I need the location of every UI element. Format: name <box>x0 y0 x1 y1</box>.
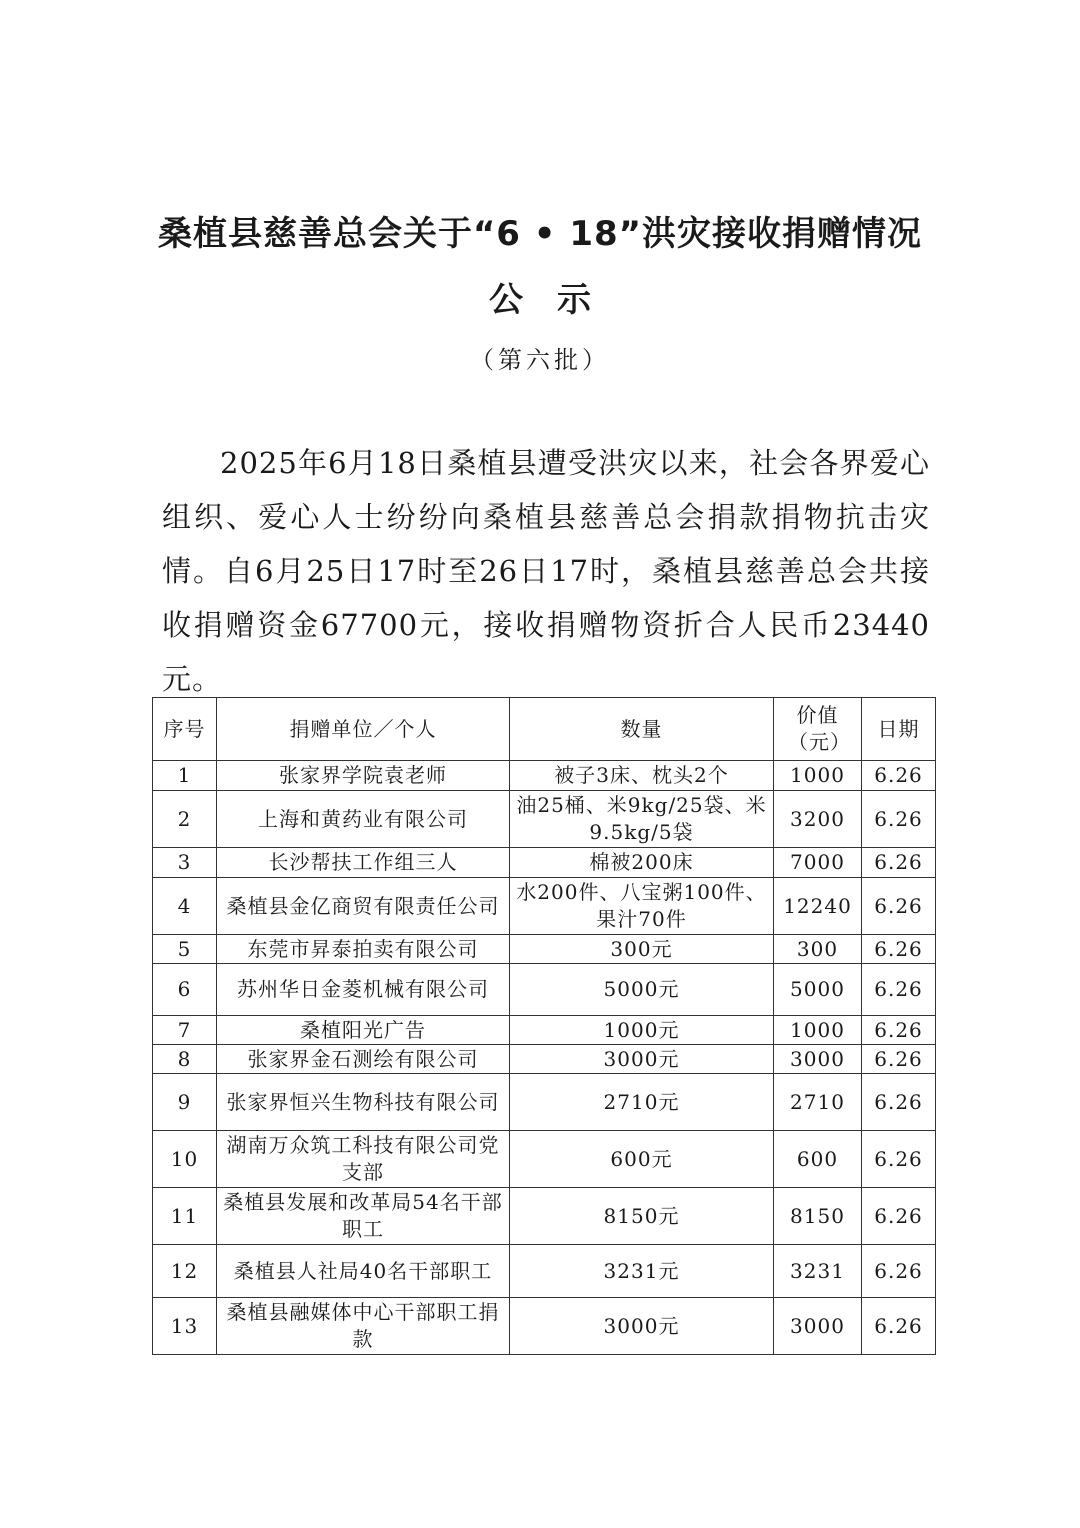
donation-value: 1000 <box>774 1016 862 1045</box>
donor-name: 长沙帮扶工作组三人 <box>217 848 510 878</box>
donor-name: 东莞市昇泰拍卖有限公司 <box>217 935 510 964</box>
donation-date: 6.26 <box>862 848 936 878</box>
table-header-row <box>153 698 936 761</box>
donation-quantity: 油25桶、米9kg/25袋、米9.5kg/5袋 <box>510 791 774 848</box>
donation-quantity: 3231元 <box>510 1245 774 1298</box>
donation-date: 6.26 <box>862 878 936 935</box>
donation-value: 3000 <box>774 1045 862 1074</box>
row-number: 6 <box>153 964 217 1016</box>
donation-quantity: 5000元 <box>510 964 774 1016</box>
header-date: 日期 <box>862 698 936 761</box>
header-quantity: 数量 <box>510 698 774 761</box>
donation-quantity: 3000元 <box>510 1298 774 1355</box>
donation-date: 6.26 <box>862 1298 936 1355</box>
header-donor: 捐赠单位／个人 <box>217 698 510 761</box>
donor-name: 桑植县金亿商贸有限责任公司 <box>217 878 510 935</box>
donation-date: 6.26 <box>862 1045 936 1074</box>
table-row <box>153 1016 936 1045</box>
donor-name: 张家界恒兴生物科技有限公司 <box>217 1074 510 1131</box>
donation-date: 6.26 <box>862 1074 936 1131</box>
donor-name: 张家界学院袁老师 <box>217 761 510 791</box>
donation-value: 3231 <box>774 1245 862 1298</box>
donation-date: 6.26 <box>862 791 936 848</box>
header-value: 价值（元） <box>774 698 862 761</box>
table-row <box>153 1298 936 1355</box>
table-row <box>153 1045 936 1074</box>
donation-value: 3200 <box>774 791 862 848</box>
donor-name: 上海和黄药业有限公司 <box>217 791 510 848</box>
table-body <box>153 761 936 1355</box>
donor-name: 桑植县融媒体中心干部职工捐款 <box>217 1298 510 1355</box>
donation-quantity: 被子3床、枕头2个 <box>510 761 774 791</box>
donor-name: 苏州华日金菱机械有限公司 <box>217 964 510 1016</box>
row-number: 13 <box>153 1298 217 1355</box>
donation-value: 7000 <box>774 848 862 878</box>
row-number: 8 <box>153 1045 217 1074</box>
donation-quantity: 600元 <box>510 1131 774 1188</box>
table-row <box>153 1188 936 1245</box>
donation-value: 5000 <box>774 964 862 1016</box>
row-number: 12 <box>153 1245 217 1298</box>
table-row <box>153 964 936 1016</box>
row-number: 4 <box>153 878 217 935</box>
donation-date: 6.26 <box>862 1016 936 1045</box>
table-row <box>153 1074 936 1131</box>
table-row <box>153 935 936 964</box>
donation-quantity: 1000元 <box>510 1016 774 1045</box>
donation-quantity: 300元 <box>510 935 774 964</box>
row-number: 9 <box>153 1074 217 1131</box>
table-row <box>153 848 936 878</box>
table-row <box>153 1131 936 1188</box>
page-title-notice: 公示 <box>489 280 625 320</box>
row-number: 7 <box>153 1016 217 1045</box>
row-number: 2 <box>153 791 217 848</box>
donor-name: 桑植县发展和改革局54名干部职工 <box>217 1188 510 1245</box>
intro-paragraph: 2025年6月18日桑植县遭受洪灾以来，社会各界爱心组织、爱心人士纷纷向桑植县慈善总会捐款捐物抗击灾情。自6月25日17时至26日17时，桑植县慈善总会共接收捐赠资金67700元，接收捐赠物资折合人民币23440元。 <box>162 446 930 696</box>
row-number: 11 <box>153 1188 217 1245</box>
page-title: 桑植县慈善总会关于“6 • 18”洪灾接收捐赠情况 <box>157 214 923 254</box>
donor-name: 桑植县人社局40名干部职工 <box>217 1245 510 1298</box>
table-row <box>153 878 936 935</box>
header-no: 序号 <box>153 698 217 761</box>
donation-date: 6.26 <box>862 1245 936 1298</box>
donation-value: 3000 <box>774 1298 862 1355</box>
batch-subtitle: （第六批） <box>470 346 610 374</box>
donation-value: 600 <box>774 1131 862 1188</box>
donation-value: 8150 <box>774 1188 862 1245</box>
row-number: 3 <box>153 848 217 878</box>
donation-value: 1000 <box>774 761 862 791</box>
donation-date: 6.26 <box>862 935 936 964</box>
donor-name: 湖南万众筑工科技有限公司党支部 <box>217 1131 510 1188</box>
row-number: 1 <box>153 761 217 791</box>
row-number: 5 <box>153 935 217 964</box>
donation-quantity: 水200件、八宝粥100件、果汁70件 <box>510 878 774 935</box>
donation-value: 300 <box>774 935 862 964</box>
donation-quantity: 3000元 <box>510 1045 774 1074</box>
table-row <box>153 1245 936 1298</box>
donor-name: 张家界金石测绘有限公司 <box>217 1045 510 1074</box>
donation-date: 6.26 <box>862 1188 936 1245</box>
donation-quantity: 8150元 <box>510 1188 774 1245</box>
table-row <box>153 761 936 791</box>
donation-date: 6.26 <box>862 964 936 1016</box>
donor-name: 桑植阳光广告 <box>217 1016 510 1045</box>
donation-quantity: 棉被200床 <box>510 848 774 878</box>
row-number: 10 <box>153 1131 217 1188</box>
donation-quantity: 2710元 <box>510 1074 774 1131</box>
donation-date: 6.26 <box>862 761 936 791</box>
donation-value: 12240 <box>774 878 862 935</box>
donation-value: 2710 <box>774 1074 862 1131</box>
donation-table <box>152 697 936 1355</box>
donation-date: 6.26 <box>862 1131 936 1188</box>
table-row <box>153 791 936 848</box>
